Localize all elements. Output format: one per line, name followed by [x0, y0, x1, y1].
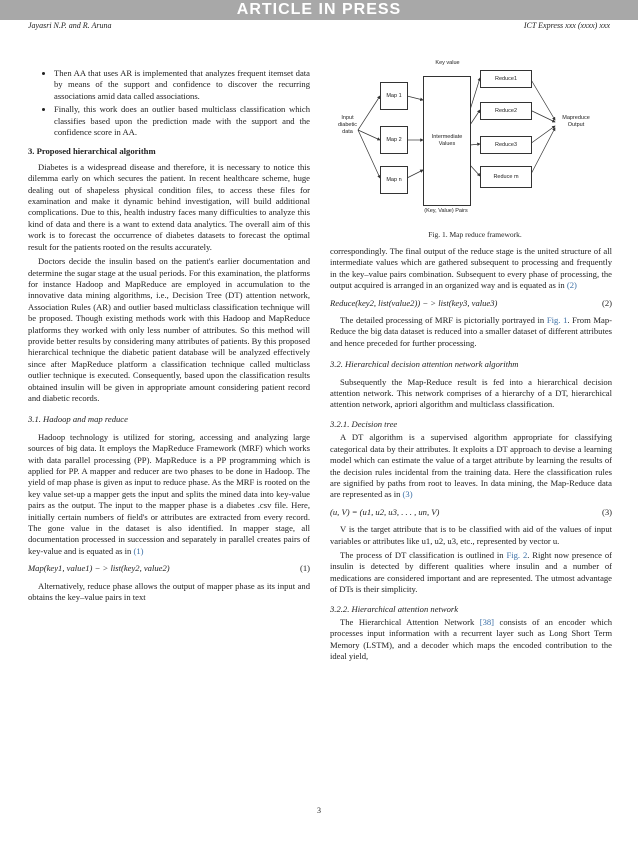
paragraph-text: A DT algorithm is a supervised algorithm appropriate for classifying categorical data by their attributes. It exploits a DT approach to devise a learning model which can estimate the value of a target attribute by learning the results of the decision rules incidental from the training data. Here the classification rules are signified by paths from root to leaves. In data mining, the Map-Reduce data are represented as in — [330, 432, 612, 500]
equation-1-body: Map(key1, value1) − > list(key2, value2) — [28, 563, 170, 574]
ref-38-link[interactable]: [38] — [479, 616, 495, 627]
paragraph-text: The process of DT classification is outlined in — [340, 549, 504, 560]
left-column — [28, 68, 310, 606]
map-2-box: Map 2 — [380, 126, 408, 154]
equation-2 — [330, 298, 612, 309]
right-column — [330, 246, 612, 666]
reduce-1-box: Reduce1 — [480, 70, 532, 88]
running-head-authors: Jayasri N.P. and R. Aruna — [28, 21, 112, 30]
paragraph-text: correspondingly. The final output of the reduce stage is the united structure of all intermediate values which are gathered subsequent to processing and frequently in the key–value pairs combination. Subsequent to every phase of processing, the output acquired is arranged in an organized way and is equated as in — [330, 246, 612, 291]
paragraph — [330, 617, 612, 663]
mapreduce-output-label: Mapreduce Output — [562, 115, 590, 128]
paragraph — [330, 246, 612, 292]
input-data-label: Input diabetic data — [338, 115, 357, 135]
paragraph-text: Hadoop technology is utilized for storing, accessing and analyzing large sources of big data. It employs the MapReduce Framework (MRF) which works with data parallel processing (PP). MapReduce is a PP programming which is applied for PP. A mapper and reducer are two phases to be done in Hadoop. The yield of map phase is given as input to reduce phase. As the MRF is rooted on the key value set-up a mapper gets the input and splits the mined data into key-value pairs as the output. The input to the mapper phase is a diabetes .csv file. Here, initially certain numbers of field's or attributes are extracted from every record. The gone value in the dataset is also identified. In mapper stage, all documentation processed in succession and separately in parallel creates pairs of key-value and is equated as in — [28, 431, 310, 556]
reduce-2-box: Reduce2 — [480, 102, 532, 120]
map-n-box: Map n — [380, 166, 408, 194]
equation-3-number: (3) — [601, 506, 612, 517]
paragraph — [330, 432, 612, 500]
fig2-link[interactable]: Fig. 2 — [506, 549, 528, 560]
paragraph-text: The Hierarchical Attention Network — [340, 616, 475, 627]
equation-2-body: Reduce(key2, list(value2)) − > list(key3, value3) — [330, 297, 498, 308]
paragraph: Subsequently the Map-Reduce result is fed into a hierarchical decision attention network. This network comprises of a hierarchy of a DT, hierarchical attention network, apriori algorithm and multiclass classification. — [330, 376, 612, 410]
running-head-journal: ICT Express xxx (xxxx) xxx — [523, 21, 610, 30]
section-3-title: 3. Proposed hierarchical algorithm — [28, 146, 156, 157]
paragraph-text: The detailed processing of MRF is pictorially portrayed in — [340, 315, 545, 326]
paragraph: Doctors decide the insulin based on the patient's earlier documentation and determine the sugar stage at the usual periods. For this examination, the platforms for instance Hadoop and MapReduce are employed in accumulation to the innovative data mining algorithms, i.e., Decision Tree (DT) attention network, Association Rules (AR) and outlier based multiclass classification technique will be proposed. Though existing methods work with this Hadoop and MapReduce platforms they worked with only less number of attributes. So this method will provide better results by considering many attributes of patients. By this proposed hierarchical technique the diabetic patient database will be analyzed effectively since after MapReduce platform a classification technique called multiclass outlier technique is executed. Consequently, based upon the classification results obtained insulin will be given in appropriate amount considering patient record and diabetic records. — [28, 256, 310, 403]
intermediate-values-box: Intermediate Values — [423, 76, 471, 206]
eq2-link[interactable]: (2) — [566, 280, 577, 291]
page-number: 3 — [317, 806, 321, 815]
bullet-list — [28, 68, 310, 138]
reduce-m-box: Reduce m — [480, 166, 532, 188]
reduce-3-box: Reduce3 — [480, 136, 532, 154]
figure-caption: Fig. 1. Map reduce framework. — [428, 230, 522, 239]
paragraph-text: . From Map-Reduce the big data dataset is reduced into a smaller dataset of different attributes and hence preceded for further processing. — [330, 315, 612, 348]
paragraph — [330, 315, 612, 349]
fig1-link[interactable]: Fig. 1 — [546, 315, 568, 326]
equation-1-number: (1) — [299, 563, 310, 574]
equation-3 — [330, 507, 612, 518]
bullet-item: • Then AA that uses AR is implemented that analyzes frequent itemset data by means of the support and confidence to discover the recurring associations amid data called associations. — [54, 68, 310, 102]
bullet-item: • Finally, this work does an outlier based multiclass classification which classifies based upon the prediction made with the support and the confidence score in AA. — [54, 104, 310, 138]
figure-arrows — [330, 60, 620, 230]
key-value-pairs-label: (Key, Value) Pairs — [424, 208, 468, 214]
equation-3-body: (u, V) = (u1, u2, u3, . . . , un, V) — [330, 506, 440, 517]
section-3-1-title: 3.1. Hadoop and map reduce — [28, 414, 128, 425]
paragraph — [330, 550, 612, 596]
paragraph: Alternatively, reduce phase allows the output of mapper phase as its input and obtains the key–value pairs in text — [28, 580, 310, 603]
paragraph: V is the target attribute that is to be classified with aid of the values of input variables or attributes like u1, u2, u3, etc., represented by vector u. — [330, 524, 612, 546]
section-3-2-2-title: 3.2.2. Hierarchical attention network — [330, 603, 459, 614]
paragraph-text: consists of an encoder which processes input information with a recurrent layer such as Long Short Term Memory (LSTM), and a decoder which maps the encoded contribution to the ideal yield, — [330, 616, 613, 662]
equation-2-number: (2) — [601, 297, 612, 308]
section-3-2-1-title: 3.2.1. Decision tree — [330, 418, 398, 429]
key-value-label: Key value — [435, 60, 460, 66]
map-1-box: Map 1 — [380, 82, 408, 110]
eq1-link[interactable]: (1) — [133, 545, 144, 556]
eq3-link[interactable]: (3) — [402, 489, 413, 500]
equation-1 — [28, 563, 310, 574]
article-in-press-banner: ARTICLE IN PRESS — [0, 0, 638, 20]
paragraph — [28, 432, 310, 557]
paragraph: Diabetes is a widespread disease and therefore, it is necessary to notice this dilemma early on which secures the patient. In recent healthcare scheme, huge dealing out of shapeless physical condition files, to access these files for examination and make it dynamic behind investigation, will build additional complications. Due to this, health industry faces many difficulties to analyze this kind of data and there is a want to extend data analytics. The overall aim of this work is to forecast the occurrence of diabetes datasets to forecast the optimal result for the patients rooted on the results accurately. — [28, 161, 310, 252]
paragraph-text: . Right now presence of insulin is detected by different qualities where insulin and a number of medications are considered important and are represented. The utmost advantage of DTs is their simplicity. — [330, 549, 612, 595]
section-3-2-title: 3.2. Hierarchical decision attention network algorithm — [330, 359, 519, 370]
